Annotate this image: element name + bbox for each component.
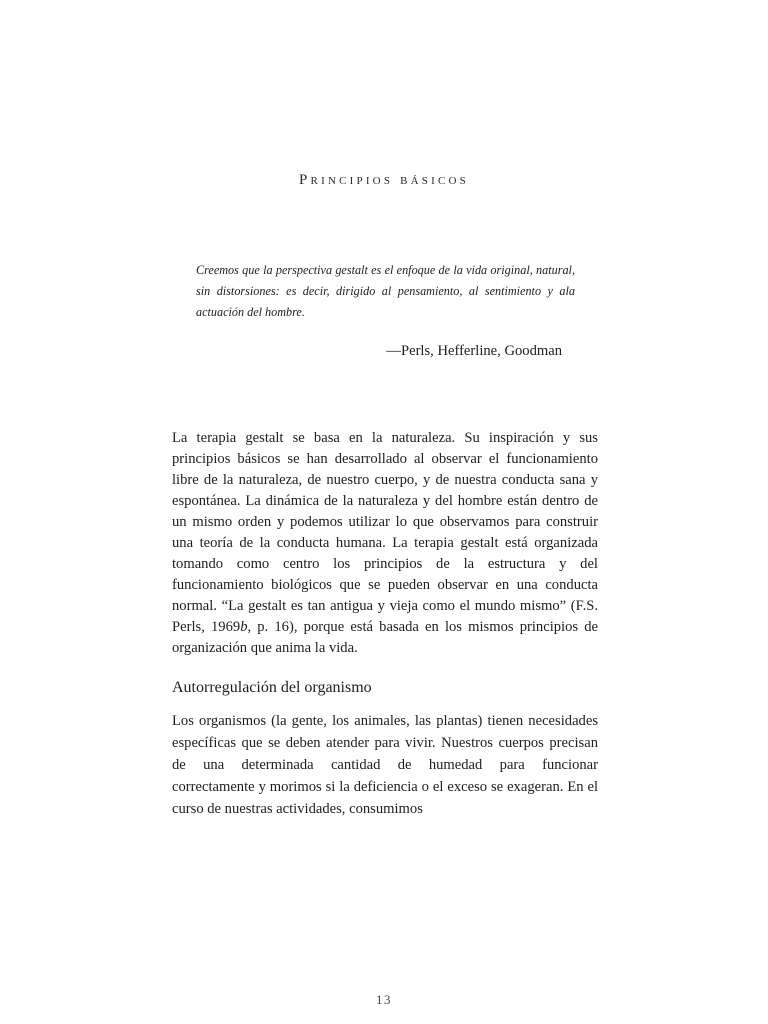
body-line: de una determinada cantidad de humedad para funcionar <box>172 757 598 773</box>
body-line: específicas que se deben atender para vivir. Nuestros cuerpos precisan <box>172 735 598 751</box>
body-line <box>172 617 598 638</box>
body-line: tomando como centro los principios de la estructura y del <box>172 556 598 572</box>
page-number: 13 <box>376 992 392 1007</box>
body-line: normal. “La gestalt es tan antigua y vieja como el mundo mismo” (F.S. <box>172 598 598 614</box>
epigraph-line: Creemos que la perspectiva gestalt es el enfoque de la vida original, natural, <box>196 263 575 277</box>
body-line: principios básicos se han desarrollado al observar el funcionamiento <box>172 451 598 467</box>
epigraph-line: actuación del hombre. <box>196 305 305 319</box>
epigraph <box>196 260 575 323</box>
section-subheading: Autorregulación del organismo <box>172 679 372 696</box>
citation-continuation: , p. 16), porque está basada en los mismos principios de <box>247 619 599 635</box>
body-line: curso de nuestras actividades, consumimos <box>172 801 423 817</box>
epigraph-attribution: —Perls, Hefferline, Goodman <box>386 343 562 359</box>
body-paragraph <box>172 710 598 820</box>
section-title: Principios básicos <box>299 172 469 188</box>
body-paragraph <box>172 428 598 659</box>
epigraph-line: sin distorsiones: es decir, dirigido al pensamiento, al sentimiento y ala <box>196 284 575 298</box>
body-line: un mismo orden y podemos utilizar lo que observamos para construir <box>172 514 598 530</box>
body-line: Los organismos (la gente, los animales, las plantas) tienen necesidades <box>172 713 598 729</box>
body-line: libre de la naturaleza, de nuestro cuerpo, y de nuestra conducta sana y <box>172 472 598 488</box>
citation-text: Perls, 1969 <box>172 619 241 635</box>
body-line: organización que anima la vida. <box>172 640 358 656</box>
body-line: correctamente y morimos si la deficiencia o el exceso se exageran. En el <box>172 779 598 795</box>
citation-suffix-italic: b <box>240 619 248 635</box>
body-line: espontánea. La dinámica de la naturaleza y del hombre están dentro de <box>172 493 598 509</box>
body-line: una teoría de la conducta humana. La terapia gestalt está organizada <box>172 535 598 551</box>
body-line: La terapia gestalt se basa en la naturaleza. Su inspiración y sus <box>172 430 598 446</box>
body-line: funcionamiento biológicos que se pueden observar en una conducta <box>172 577 598 593</box>
